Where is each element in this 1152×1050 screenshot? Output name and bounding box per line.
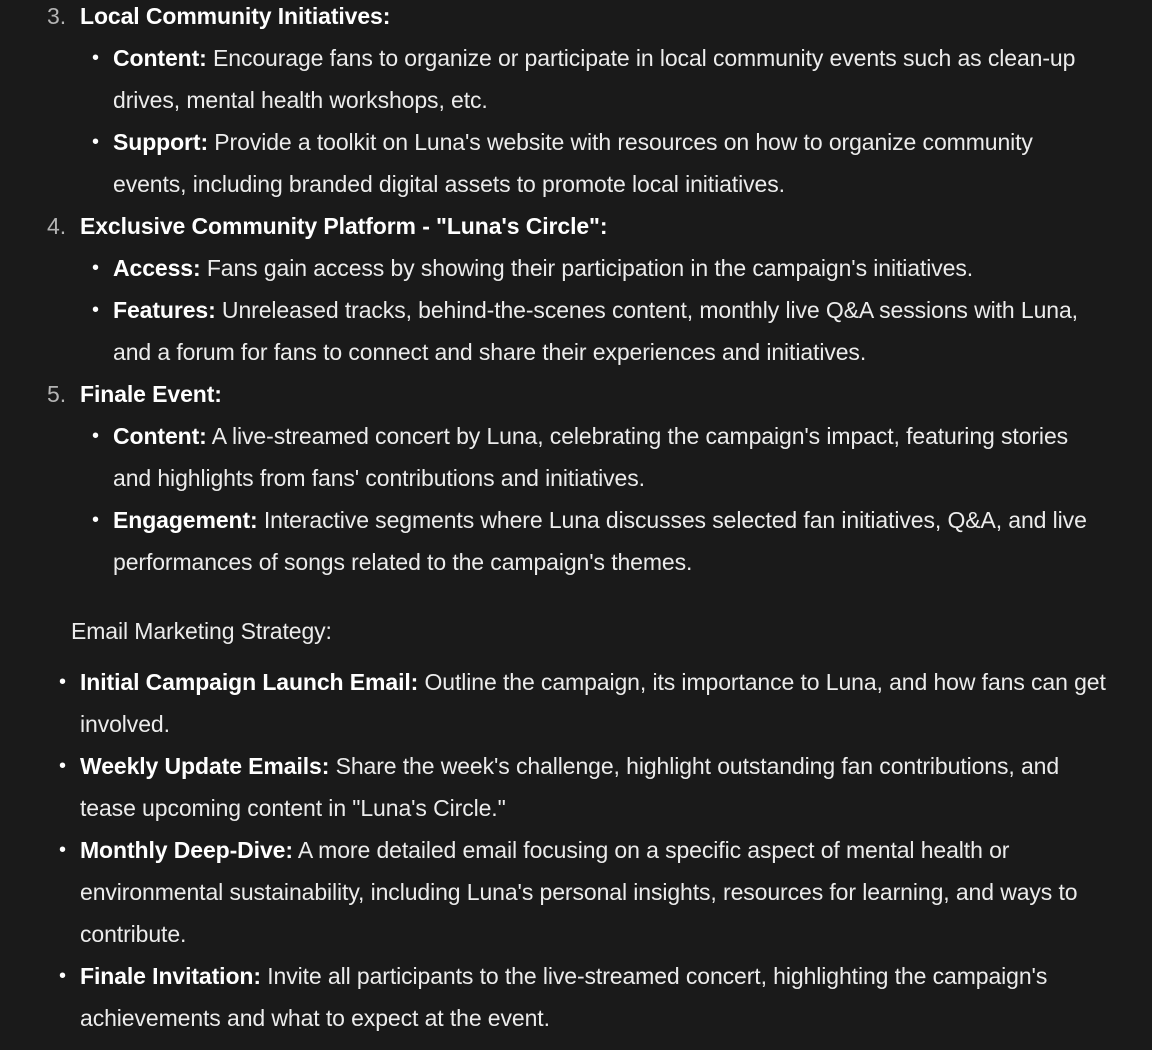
sub-item-text: A live-streamed concert by Luna, celebrating the campaign's impact, featuring stories and highlights from fans' contributions and initiatives.	[113, 423, 1069, 491]
list-number: 4.	[47, 213, 66, 239]
email-item-text: Share the week's challenge, highlight outstanding fan contributions, and tease upcoming content in "Luna's Circle."	[80, 753, 1060, 821]
sub-item-text: Provide a toolkit on Luna's website with resources on how to organize community events, including branded digital assets to promote local initiatives.	[113, 129, 1033, 197]
bullet-icon: •	[59, 755, 66, 777]
sub-list-item	[80, 247, 1152, 289]
email-strategy-list	[0, 661, 1152, 1039]
list-item-title: Local Community Initiatives:	[80, 3, 391, 29]
bullet-icon: •	[92, 131, 99, 153]
bullet-icon: •	[59, 671, 66, 693]
bullet-icon: •	[92, 509, 99, 531]
sub-item-label: Engagement:	[113, 507, 258, 533]
email-list-item	[0, 955, 1152, 1039]
sub-item-text: Encourage fans to organize or participate in local community events such as clean-up drives, mental health workshops, etc.	[113, 45, 1076, 113]
email-item-label: Finale Invitation:	[80, 963, 261, 989]
bullet-icon: •	[59, 839, 66, 861]
sub-list	[80, 415, 1152, 583]
email-item-text: Invite all participants to the live-streamed concert, highlighting the campaign's achievements and what to expect at the event.	[80, 963, 1048, 1031]
bullet-icon: •	[92, 257, 99, 279]
email-item-label: Weekly Update Emails:	[80, 753, 330, 779]
sub-item-text: Interactive segments where Luna discusses selected fan initiatives, Q&A, and live performances of songs related to the campaign's themes.	[113, 507, 1087, 575]
list-item-title: Finale Event:	[80, 381, 222, 407]
sub-item-label: Content:	[113, 423, 207, 449]
list-number: 5.	[47, 381, 66, 407]
email-item-label: Monthly Deep-Dive:	[80, 837, 293, 863]
bullet-icon: •	[92, 425, 99, 447]
sub-list-item	[80, 121, 1152, 205]
sub-item-label: Support:	[113, 129, 209, 155]
sub-list-item	[80, 499, 1152, 583]
numbered-list-item	[0, 373, 1152, 583]
email-list-item	[0, 661, 1152, 745]
email-list-item	[0, 829, 1152, 955]
bullet-icon: •	[59, 965, 66, 987]
sub-list-item	[80, 37, 1152, 121]
sub-list	[80, 37, 1152, 205]
sub-item-text: Fans gain access by showing their participation in the campaign's initiatives.	[200, 255, 974, 281]
list-item-title: Exclusive Community Platform - "Luna's Circle":	[80, 213, 608, 239]
sub-list	[80, 247, 1152, 373]
sub-item-label: Access:	[113, 255, 201, 281]
bullet-icon: •	[92, 47, 99, 69]
bullet-icon: •	[92, 299, 99, 321]
email-item-label: Initial Campaign Launch Email:	[80, 669, 419, 695]
sub-list-item	[80, 289, 1152, 373]
sub-item-label: Content:	[113, 45, 207, 71]
sub-item-label: Features:	[113, 297, 216, 323]
numbered-list-item	[0, 205, 1152, 373]
numbered-list-item	[0, 0, 1152, 205]
email-item-text: Outline the campaign, its importance to Luna, and how fans can get involved.	[80, 669, 1106, 737]
email-list-item	[0, 745, 1152, 829]
list-number: 3.	[47, 3, 66, 29]
email-strategy-heading: Email Marketing Strategy:	[71, 618, 332, 644]
email-item-text: A more detailed email focusing on a specific aspect of mental health or environmental sustainability, including Luna's personal insights, resources for learning, and ways to contribute.	[80, 837, 1078, 947]
sub-list-item	[80, 415, 1152, 499]
sub-item-text: Unreleased tracks, behind-the-scenes content, monthly live Q&A sessions with Luna, and a forum for fans to connect and share their experiences and initiatives.	[113, 297, 1078, 365]
